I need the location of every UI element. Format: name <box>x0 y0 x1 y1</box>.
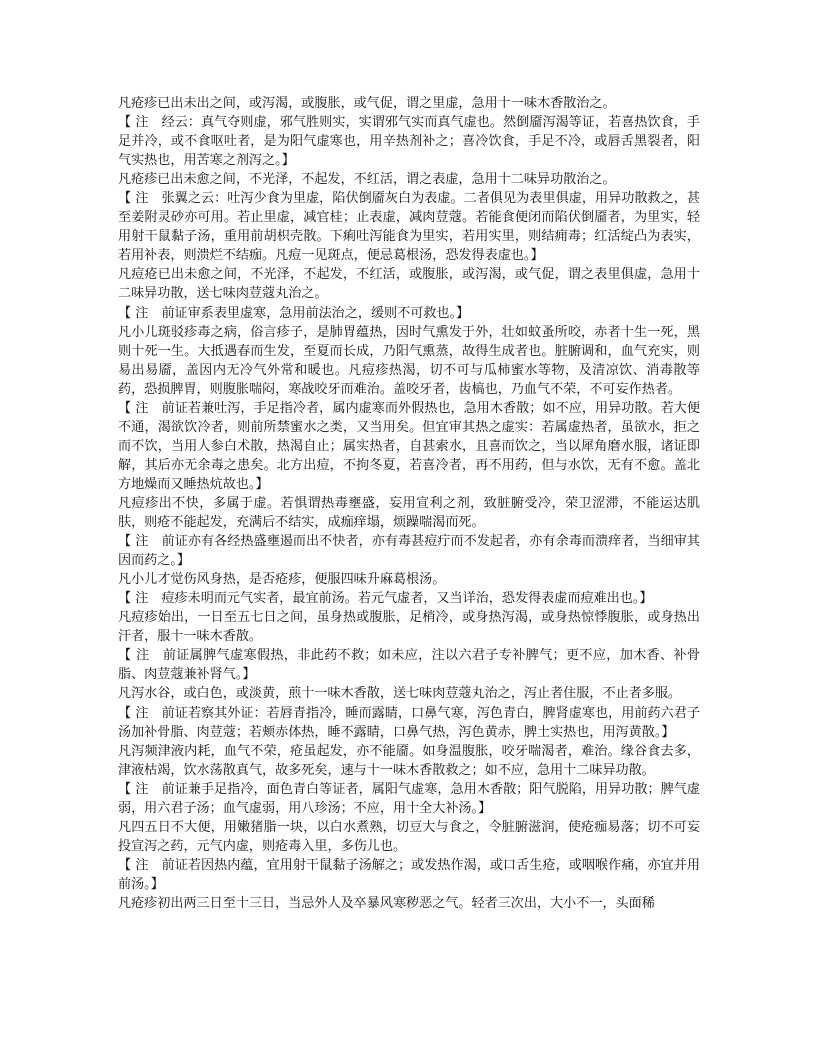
text-paragraph: 凡四五日不大便，用嫩猪脂一块，以白水煮熟，切豆大与食之，令脏腑滋润，使疮痂易落；切不可妄投宣泻之药，元气内虚，则疮毒入里，多伤儿也。 <box>118 819 700 854</box>
text-paragraph: 凡小儿斑驳疹毒之病，俗言疹子，是肺胃蕴热，因时气熏发于外，壮如蚊蚤所咬，赤者十生一死，黑则十死一生。大抵遇春而生发，至夏而长成，乃阳气熏蒸，故得生成者也。脏腑调和，血气充实，则易出易靥，盖因内无冷气外常和暖也。凡痘疹热渴，切不可与瓜柿蜜水等物，及清凉饮、消毒散等药，恐损脾胃，则腹胀喘闷，寒战咬牙而难治。盖咬牙者，齿槁也，乃血气不荣，不可妄作热者。 <box>118 324 700 397</box>
annotation-paragraph: 【 注 前证审系表里虚寒，急用前法治之，缓则不可救也。】 <box>118 305 470 321</box>
annotation-paragraph: 【 注 前证属脾气虚寒假热，非此药不救；如未应，注以六君子专补脾气；更不应，加木香、补骨脂、肉荳蔻兼补肾气。】 <box>118 648 700 683</box>
annotation-paragraph: 【 注 前证若察其外证：若唇青指冷，睡而露睛，口鼻气寒，泻色青白，脾肾虚寒也，用前药六君子汤加补骨脂、肉荳蔻；若颊赤体热，睡不露睛，口鼻气热，泻色黄赤，脾土实热也，用泻黄散。】 <box>118 705 700 740</box>
text-paragraph: 凡疮疹初出两三日至十三日，当忌外人及卒暴风寒秽恶之气。轻者三次出，大小不一，头面稀 <box>118 895 655 911</box>
text-paragraph: 凡小儿才觉伤风身热，是否疮疹，便服四味升麻葛根汤。 <box>118 572 446 588</box>
text-paragraph: 凡疮疹已出未愈之间，不光泽，不起发，不红活，谓之表虚，急用十二味异功散治之。 <box>118 172 616 188</box>
annotation-paragraph: 【 注 前证亦有各经热盛壅遏而出不快者，亦有毒甚痘疔而不发起者，亦有余毒而溃痒者，当细审其因而药之。】 <box>118 534 700 569</box>
text-paragraph: 凡泻水谷，或白色，或淡黄，煎十一味木香散，送七味肉荳蔻丸治之，泻止者住服，不止者多服。 <box>118 686 682 702</box>
annotation-paragraph: 【 注 痘疹未明而元气实者，最宜前汤。若元气虚者，又当详治，恐发得表虚而痘难出也。】 <box>118 591 653 607</box>
annotation-paragraph: 【 注 前证若因热内蕴，宜用射干鼠黏子汤解之；或发热作渴，或口舌生疮，或咽喉作痛，亦宜并用前汤。】 <box>118 857 700 892</box>
annotation-paragraph: 【 注 经云：真气夺则虚，邪气胜则实，实谓邪气实而真气虚也。然倒靥泻渴等证，若喜热饮食，手足并冷，或不食呕吐者，是为阳气虚寒也，用辛热剂补之；喜冷饮食，手足不冷，或唇舌黑裂者，阳气实热也，用苦寒之剂泻之。】 <box>118 115 700 169</box>
annotation-paragraph: 【 注 张翼之云：吐泻少食为里虚，陷伏倒靥灰白为表虚。二者俱见为表里俱虚，用异功散救之，甚至姜附灵砂亦可用。若止里虚，减官桂；止表虚，减肉荳蔻。若能食便闭而陷伏倒靥者，为里实，轻用射干鼠黏子汤，重用前胡枳壳散。下痢吐泻能食为里实，若用实里，则结痈毒；红活绽凸为表实，若用补表，则溃烂不结痂。凡痘一见斑点，便忌葛根汤，恐发得表虚也。】 <box>118 191 700 264</box>
annotation-paragraph: 【 注 前证若兼吐泻，手足指冷者，属内虚寒而外假热也，急用木香散；如不应，用异功散。若大便不通，渴欲饮冷者，则前所禁蜜水之类，又当用矣。但宜审其热之虚实：若属虚热者，虽欲水，拒之而不饮，当用人参白术散，热渴自止；属实热者，自甚索水，且喜而饮之，当以犀角磨水服，诸证即解，其后亦无余毒之患矣。北方出痘，不拘冬夏，若喜冷者，再不用药，但与水饮，无有不愈。盖北方地燥而又睡热炕故也。】 <box>118 400 700 492</box>
document-page <box>118 94 700 913</box>
text-paragraph: 凡痘疹出不快，多属于虚。若惧谓热毒壅盛，妄用宣利之剂，致脏腑受冷，荣卫涩滞，不能运达肌肤，则疮不能起发，充满后不结实，成痂痒塌，烦躁喘渴而死。 <box>118 495 700 531</box>
annotation-paragraph: 【 注 前证兼手足指冷，面色青白等证者，属阳气虚寒，急用木香散；阳气脱陷，用异功散；脾气虚弱，用六君子汤；血气虚弱，用八珍汤；不应，用十全大补汤。】 <box>118 781 700 816</box>
text-paragraph: 凡痘疹始出，一日至五七日之间，虽身热或腹胀，足梢冷，或身热泻渴，或身热惊悸腹胀，或身热出汗者，服十一味木香散。 <box>118 610 700 645</box>
text-paragraph: 凡痘疮已出未愈之间，不光泽，不起发，不红活，或腹胀，或泻渴，或气促，谓之表里俱虚，急用十二味异功散，送七味肉荳蔻丸治之。 <box>118 267 700 302</box>
text-paragraph: 凡疮疹已出未出之间，或泻渴，或腹胀，或气促，谓之里虚，急用十一味木香散治之。 <box>118 96 616 111</box>
text-paragraph: 凡泻频津液内耗，血气不荣，疮虽起发，亦不能靥。如身温腹胀，咬牙喘渴者，难治。缘谷食去多，津液枯竭，饮水荡散真气，故多死矣，速与十一味木香散救之；如不应，急用十二味异功散。 <box>118 743 700 778</box>
